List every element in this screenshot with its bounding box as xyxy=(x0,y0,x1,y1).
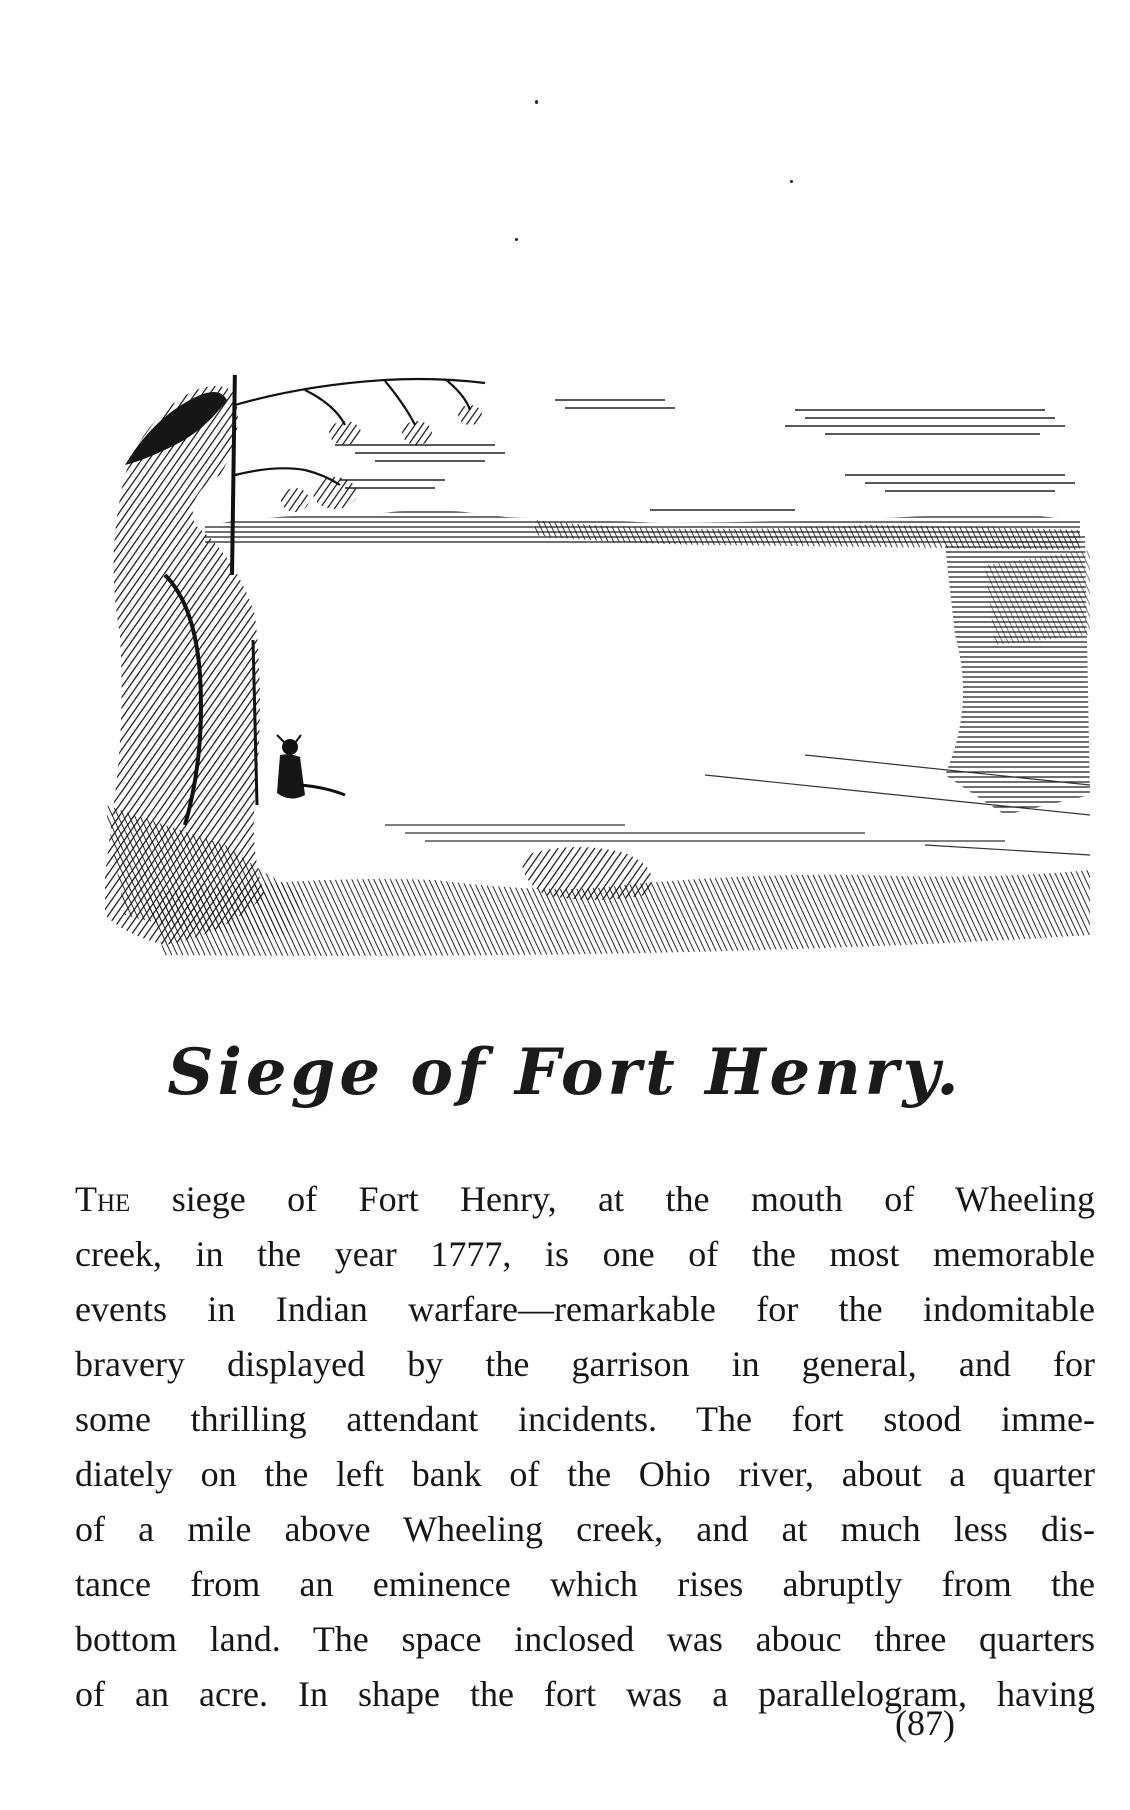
chapter-title: Siege of Fort Henry. xyxy=(167,1035,963,1110)
text-line: of a mile above Wheeling creek, and at much less dis- xyxy=(75,1509,1095,1549)
print-speck xyxy=(515,238,518,241)
print-speck xyxy=(790,180,793,183)
text-line: bravery displayed by the garrison in general, and for xyxy=(75,1344,1095,1384)
seated-figure xyxy=(277,735,345,799)
page-number: (87) xyxy=(895,1703,955,1743)
text-line: diately on the left bank of the Ohio river, about a quarter xyxy=(75,1454,1095,1494)
text-line: tance from an eminence which rises abruptly from the xyxy=(75,1564,1095,1604)
foreground-rock xyxy=(523,847,652,900)
text-line: bottom land. The space inclosed was abouc three quarters xyxy=(75,1619,1095,1659)
lead-word: The xyxy=(75,1179,131,1219)
tree-foliage xyxy=(281,405,482,512)
body-paragraph xyxy=(75,1172,1095,1722)
text-line: of an acre. In shape the fort was a parallelogram, having xyxy=(75,1674,1095,1714)
print-speck xyxy=(535,100,538,104)
sky-clouds xyxy=(335,400,1075,510)
text-line: some thrilling attendant incidents. The fort stood imme- xyxy=(75,1399,1095,1439)
text-line: creek, in the year 1777, is one of the most memorable xyxy=(75,1234,1095,1274)
river-landscape-illustration xyxy=(105,375,1090,995)
first-line-text: siege of Fort Henry, at the mouth of Wheeling xyxy=(130,1179,1095,1219)
text-line: events in Indian warfare—remarkable for the indomitable xyxy=(75,1289,1095,1329)
text-line xyxy=(75,1172,1095,1227)
